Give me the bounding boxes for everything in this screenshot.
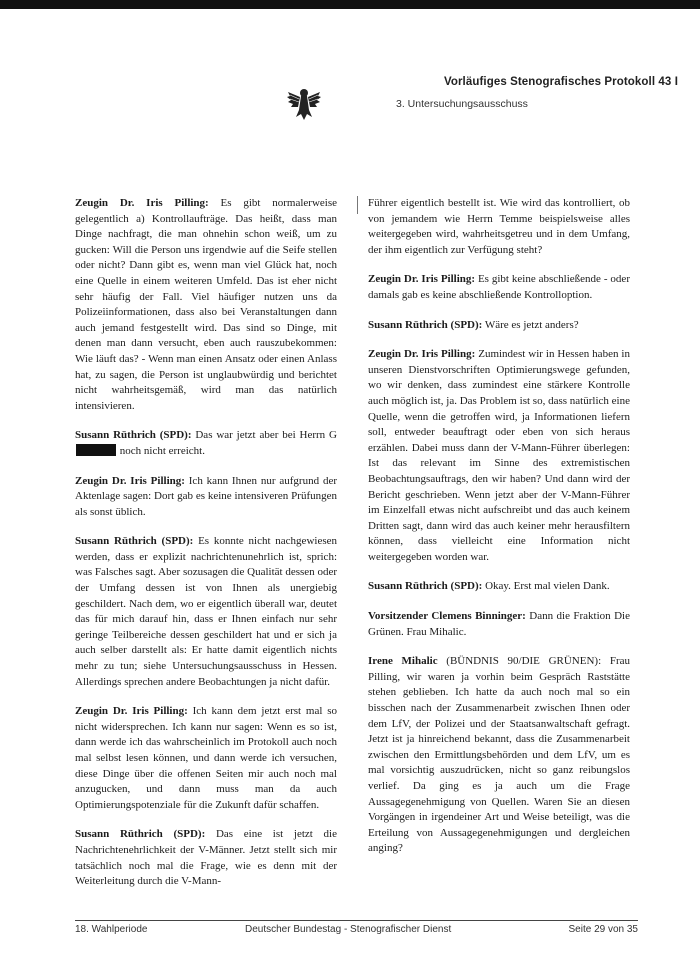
- speech-text: Ich kann dem jetzt erst mal so nicht widersprechen. Ich kann nur sagen: Wenn es so ist, dann werde ich das wahrscheinlich im Protokoll auch noch mal selbst lesen können, und dann werde ich versuchen, diese Dinge über die offenen Seiten mir auch noch mal anzugucken, und dann muss man da auch Optimierungspotenziale für die Zukunft dafür schaffen.: [75, 705, 337, 811]
- transcript-paragraph: [75, 474, 337, 521]
- page-footer: [75, 920, 638, 935]
- footer-page-number: Seite 29 von 35: [568, 924, 638, 935]
- speaker-party: (BÜNDNIS 90/DIE GRÜNEN):: [437, 655, 602, 668]
- speaker-name: Zeugin Dr. Iris Pilling:: [368, 348, 476, 361]
- speech-text: Es konnte nicht nachgewiesen werden, dass er explizit nachrichtenunehrlich ist, sprich: was Falsches sagt. Aber sozusagen die Qualität dessen oder der Umfang dessen ist von Ihnen als unergiebig geschildert. Nach dem, wo er eigentlich überall war, deutet das für mich darauf hin, dass er Ihnen einfach nur sehr geringe Teilbereiche dessen geschildert hat und er sich ja auch selber darstellt als: Er hatte damit eigentlich nichts mehr zu tun; siehe Untersuchungsausschuss in Hessen. Allerdings sprechen andere Beobachtungen ja nicht dafür.: [75, 535, 337, 688]
- speech-text: Es gibt normalerweise gelegentlich a) Kontrollaufträge. Das heißt, dass man Dinge nachfragt, die man ohnehin schon weiß, um zu gucken: Will die Person uns irgendwie auf die Seife stellen oder nicht? Dann gibt es, wenn man viel Glück hat, noch eine Quelle in einem weiteren Umfeld. Das ist eher nicht sehr häufig der Fall. Viel häufiger nutzen uns da Polizeiinformationen, dass also bei Veranstaltungen dann auch jemand festgestellt wird. Das sind so Dinge, mit denen man dann versucht, eben auch rauszubekommen: Wie läuft das? - Wenn man einen Ansatz oder einen Anlass hat, zu sagen, die Person ist unglaubwürdig und berichtet nicht wahrheitsgemäß, wird man das natürlich intensivieren.: [75, 197, 337, 412]
- column-divider: [357, 196, 358, 214]
- speaker-name: Zeugin Dr. Iris Pilling:: [75, 474, 185, 487]
- transcript-paragraph: [75, 196, 337, 414]
- transcript-paragraph: [368, 579, 630, 595]
- transcript-paragraph: [75, 827, 337, 889]
- speech-text: Führer eigentlich bestellt ist. Wie wird das kontrolliert, ob von jemandem wie Herrn Temme beispielsweise alles weitergegeben wird, wahrheitsgetreu und in dem Umfang, der ihm eigentlich zur Verfügung steht?: [368, 197, 630, 256]
- speech-text: Okay. Erst mal vielen Dank.: [482, 580, 610, 593]
- right-column: [368, 196, 630, 871]
- transcript-paragraph: [75, 704, 337, 813]
- speech-text: Frau Pilling, wir waren ja vorhin beim Gespräch Raststätte stehen geblieben. Ich hatte da auch noch mal so ein bisschen nach der Zusammenarbeit zwischen Ihnen oder dem LfV, der Polizei und der Staatsanwaltschaft gefragt. Jetzt ist ja hinreichend bekannt, dass die Zusammenarbeit zwischen den Ermittlungsbehörden und dem LfV, um es mal vorsichtig auszudrücken, nicht so ganz reibungslos verlief. Da ging es ja auch um die Frage Aussagegenehmigung von Quellen. Waren Sie an diesen Vorgängen in irgendeiner Art und Weise beteiligt, was die Erteilung von Aussagegenehmigungen und dergleichen anging?: [368, 655, 630, 855]
- speaker-name: Irene Mihalic: [368, 655, 438, 668]
- speech-text: Wäre es jetzt anders?: [482, 318, 579, 331]
- speech-text: Dann die Fraktion Die Grünen. Frau Mihalic.: [368, 610, 630, 638]
- speaker-name: Zeugin Dr. Iris Pilling:: [75, 705, 188, 718]
- speaker-name: Susann Rüthrich (SPD):: [75, 429, 192, 442]
- speech-text: Das war jetzt aber bei Herrn: [191, 429, 330, 442]
- speaker-name: Zeugin Dr. Iris Pilling:: [75, 197, 209, 209]
- speaker-name: Susann Rüthrich (SPD):: [368, 318, 483, 331]
- federal-eagle-icon: [284, 84, 324, 124]
- speech-text: noch nicht erreicht.: [117, 444, 205, 457]
- top-black-bar: [0, 0, 700, 9]
- speech-text: Das eine ist jetzt die Nachrichtenehrlichkeit der V-Männer. Jetzt stellt sich mir tatsächlich noch mal die Frage, wie es denn mit der Weiterleitung durch die V-Mann-: [75, 828, 337, 888]
- transcript-paragraph: [75, 428, 337, 459]
- footer-publisher: Deutscher Bundestag - Stenografischer Dienst: [245, 924, 452, 935]
- speaker-name: Zeugin Dr. Iris Pilling:: [368, 273, 476, 286]
- committee-subtitle: 3. Untersuchungsausschuss: [396, 98, 528, 110]
- left-column: [75, 196, 337, 904]
- protocol-title: Vorläufiges Stenografisches Protokoll 43 I: [443, 76, 678, 88]
- speaker-name: Susann Rüthrich (SPD):: [368, 580, 483, 593]
- transcript-paragraph: [368, 654, 630, 857]
- transcript-paragraph: [368, 318, 630, 334]
- redaction-bar: [76, 444, 116, 456]
- transcript-paragraph: [368, 272, 630, 303]
- transcript-paragraph: [75, 534, 337, 690]
- redacted-prefix: G: [329, 429, 337, 442]
- speech-text: Zumindest wir in Hessen haben in unseren Dienstvorschriften Optimierungswege gefunden, wo wir denken, dass zumindest eine stärkere Kontrolle auch möglich ist, ja. Das Problem ist so, dass natürlich eine Quelle, wenn die getroffen wird, ja Informationen liefern soll, entweder beauftragt oder eben von sich heraus erzählen. Dabei muss dann der V-Mann-Führer überlegen: Ist das relevant im Sinne des extremistischen Beobachtungsauftrags, den wir haben? Und dann wird der Bericht geschrieben. Wenn jetzt aber der V-Mann-Führer im Einzelfall etwas nicht aufschreibt und das auch keinem Dritten sagt, dann wird das auch keiner mehr herausfiltern können, dass vielleicht eine Information nicht weitergegeben worden war.: [368, 348, 630, 563]
- speaker-name: Susann Rüthrich (SPD):: [75, 535, 194, 548]
- transcript-paragraph: [368, 347, 630, 565]
- speaker-name: Vorsitzender Clemens Binninger:: [368, 610, 526, 623]
- transcript-paragraph: [368, 196, 630, 258]
- transcript-paragraph: [368, 609, 630, 640]
- speech-text: Es gibt keine abschließende - oder damals gab es keine abschließende Kontrolloption.: [368, 273, 630, 301]
- speech-text: Ich kann Ihnen nur aufgrund der Aktenlage sagen: Dort gab es keine intensiveren Prüfungen als sonst üblich.: [75, 474, 337, 518]
- speaker-name: Susann Rüthrich (SPD):: [75, 828, 206, 841]
- footer-legislative-period: 18. Wahlperiode: [75, 924, 148, 935]
